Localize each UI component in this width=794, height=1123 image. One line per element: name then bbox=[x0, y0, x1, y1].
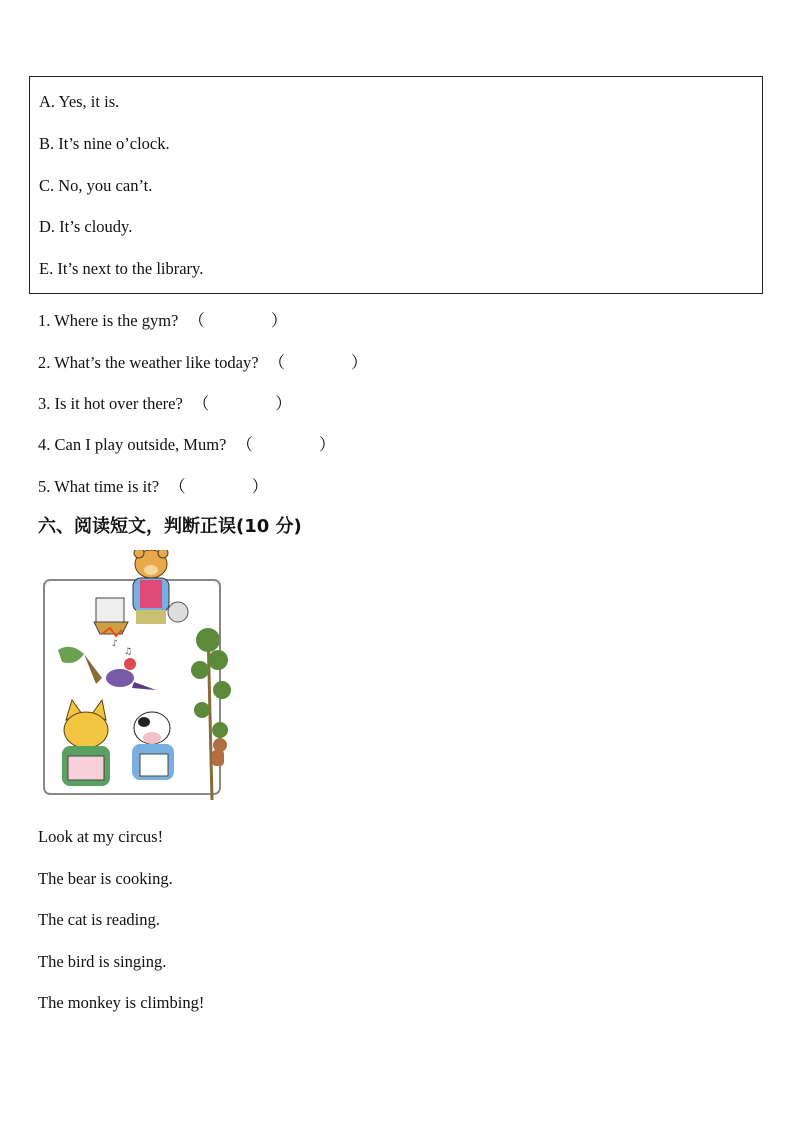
answer-blank[interactable]: （ ） bbox=[192, 394, 292, 413]
question-2 bbox=[38, 349, 368, 373]
question-text: 3. Is it hot over there? bbox=[38, 394, 183, 413]
question-3 bbox=[38, 390, 292, 414]
option-c: C. No, you can’t. bbox=[39, 176, 153, 195]
answer-blank[interactable]: （ ） bbox=[169, 477, 269, 496]
answer-blank[interactable]: （ ） bbox=[268, 353, 368, 372]
svg-text:♫: ♫ bbox=[124, 647, 133, 657]
option-b: B. It’s nine o’clock. bbox=[39, 134, 170, 153]
question-4 bbox=[38, 431, 335, 455]
option-a: A. Yes, it is. bbox=[39, 92, 120, 111]
passage-line-1: Look at my circus! bbox=[38, 827, 164, 846]
svg-text:♪: ♪ bbox=[112, 639, 118, 649]
answer-blank[interactable]: （ ） bbox=[236, 435, 336, 454]
section-title: 六、阅读短文，判断正误(10 分) bbox=[38, 516, 302, 537]
answer-blank[interactable]: （ ） bbox=[188, 311, 288, 330]
question-text: 1. Where is the gym? bbox=[38, 311, 179, 330]
circus-illustration bbox=[36, 550, 246, 805]
passage-line-5: The monkey is climbing! bbox=[38, 993, 205, 1012]
question-1 bbox=[38, 307, 287, 331]
question-text: 4. Can I play outside, Mum? bbox=[38, 435, 227, 454]
question-5 bbox=[38, 473, 268, 497]
passage-line-4: The bird is singing. bbox=[38, 952, 167, 971]
passage-line-2: The bear is cooking. bbox=[38, 869, 173, 888]
question-text: 2. What’s the weather like today? bbox=[38, 353, 259, 372]
cow-writing-figure bbox=[132, 712, 174, 780]
option-e: E. It’s next to the library. bbox=[39, 259, 204, 278]
question-text: 5. What time is it? bbox=[38, 477, 160, 496]
answer-options-box bbox=[29, 76, 763, 294]
passage-line-3: The cat is reading. bbox=[38, 910, 160, 929]
option-d: D. It’s cloudy. bbox=[39, 217, 133, 236]
